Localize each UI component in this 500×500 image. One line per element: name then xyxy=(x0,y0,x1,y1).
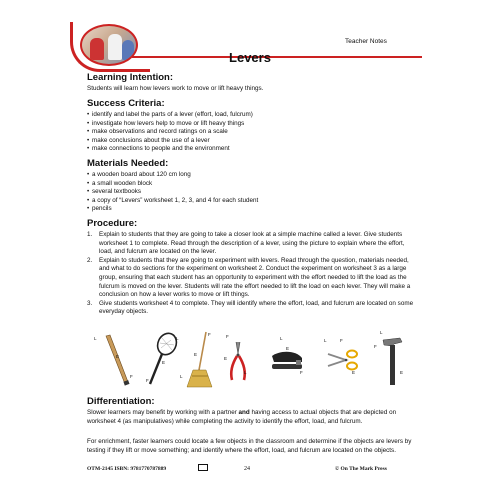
diff-text-a: Slower learners may benefit by working with a partner xyxy=(87,409,239,416)
procedure-step xyxy=(87,231,417,257)
footer-isbn: OTM-2145 ISBN: 9781770787889 xyxy=(87,466,167,472)
list-item: • a copy of “Levers” worksheet 1, 2, 3, and 4 for each student xyxy=(87,197,417,206)
step-number: 2. xyxy=(87,256,93,264)
differentiation-heading: Differentiation: xyxy=(87,396,155,407)
pliers-label-e: E xyxy=(224,356,228,361)
step-number: 3. xyxy=(87,299,93,307)
procedure-step xyxy=(87,300,417,317)
step-text: Explain to students that they are going to take a closer look at a simple machine called a lever. Give students worksheet 1 to complete. Read through the description of a lever, using the picture to explain where the effort, load, and fulcrum are located on the lever. xyxy=(99,231,405,256)
list-item: • a small wooden block xyxy=(87,180,417,189)
broom-icon xyxy=(184,330,216,388)
broom-label-l: L xyxy=(180,374,183,379)
list-item: • investigate how levers help to move or lift heavy things xyxy=(87,120,417,129)
bat-label-f: F xyxy=(130,374,133,379)
scissors-icon xyxy=(326,348,360,372)
step-number: 1. xyxy=(87,231,93,238)
racket-label-f: F xyxy=(146,378,149,383)
hammer-icon xyxy=(380,334,406,388)
broom-label-f: F xyxy=(208,332,211,337)
footer-publisher: © On The Mark Press xyxy=(335,466,387,472)
procedure-step xyxy=(87,257,417,300)
list-item: • make conclusions about the use of a lever xyxy=(87,137,417,146)
scissors-label-e: E xyxy=(352,370,356,375)
success-criteria-heading: Success Criteria: xyxy=(87,98,165,109)
stapler-label-e: E xyxy=(286,346,290,351)
pliers-label-f: F xyxy=(226,334,229,339)
list-item: • make observations and record ratings on a scale xyxy=(87,128,417,137)
step-text: Explain to students that they are going to experiment with levers. Read through the question, materials needed, and what to do sections for the experiment on worksheet 2. Conduct the experiment on worksheet 3 as a large group, ensuring that each student has an opportunity to experiment with the effort needed to lift the load as the fulcrum is moved on the lever. Students will rate the effort needed to lift the load on each lever. They will make a conclusion on how a lever works to move or lift things. xyxy=(99,256,411,299)
bat-label-e: E xyxy=(116,354,120,359)
diff-text-b: having access to actual objects that are depicted on worksheet 4 (as manipulatives) while completing the activity to identify the effort, load, and fulcrum. xyxy=(87,409,397,425)
page-title: Levers xyxy=(229,50,271,65)
hammer-label-l: L xyxy=(380,330,383,335)
step-text: Give students worksheet 4 to complete. They will identify where the effort, load, and fulcrum are located on some everyday objects. xyxy=(99,299,414,316)
racket-label-e: E xyxy=(162,360,166,365)
hammer-label-e: E xyxy=(400,370,404,375)
scissors-label-l: L xyxy=(324,338,327,343)
pliers-icon xyxy=(226,340,250,382)
hammer-label-f: F xyxy=(374,344,377,349)
diff-text-bold: and xyxy=(238,409,250,416)
procedure-heading: Procedure: xyxy=(87,218,138,229)
materials-heading: Materials Needed: xyxy=(87,158,169,169)
learning-intention-heading: Learning Intention: xyxy=(87,72,174,83)
list-item: • a wooden board about 120 cm long xyxy=(87,171,417,180)
list-item: • make connections to people and the environment xyxy=(87,145,417,154)
differentiation-paragraph-1 xyxy=(87,409,417,426)
success-criteria-list xyxy=(87,111,417,154)
bat-label-l: L xyxy=(94,336,97,341)
racket-label-l: L xyxy=(176,336,179,341)
broom-label-e: E xyxy=(194,352,198,357)
stapler-label-f: F xyxy=(300,370,303,375)
footer-logo xyxy=(198,464,208,471)
list-item: • several textbooks xyxy=(87,188,417,197)
teacher-notes-label: Teacher Notes xyxy=(345,38,387,45)
page-number: 24 xyxy=(244,466,250,472)
procedure-list xyxy=(87,231,417,317)
baseball-bat-icon xyxy=(98,332,134,388)
pliers-label-l: L xyxy=(244,370,247,375)
list-item: • identify and label the parts of a lever (effort, load, fulcrum) xyxy=(87,111,417,120)
learning-intention-text: Students will learn how levers work to move or lift heavy things. xyxy=(87,85,264,92)
stapler-label-l: L xyxy=(280,336,283,341)
differentiation-paragraph-2: For enrichment, faster learners could locate a few objects in the classroom and determine if the objects are levers by testing if they lift or move something; and identify where the effort, load, and fulcrum are located on the objects. xyxy=(87,438,412,454)
scissors-label-f: F xyxy=(340,338,343,343)
lever-examples xyxy=(90,330,410,388)
list-item: • pencils xyxy=(87,205,417,214)
materials-list xyxy=(87,171,417,214)
stapler-icon xyxy=(270,348,304,374)
